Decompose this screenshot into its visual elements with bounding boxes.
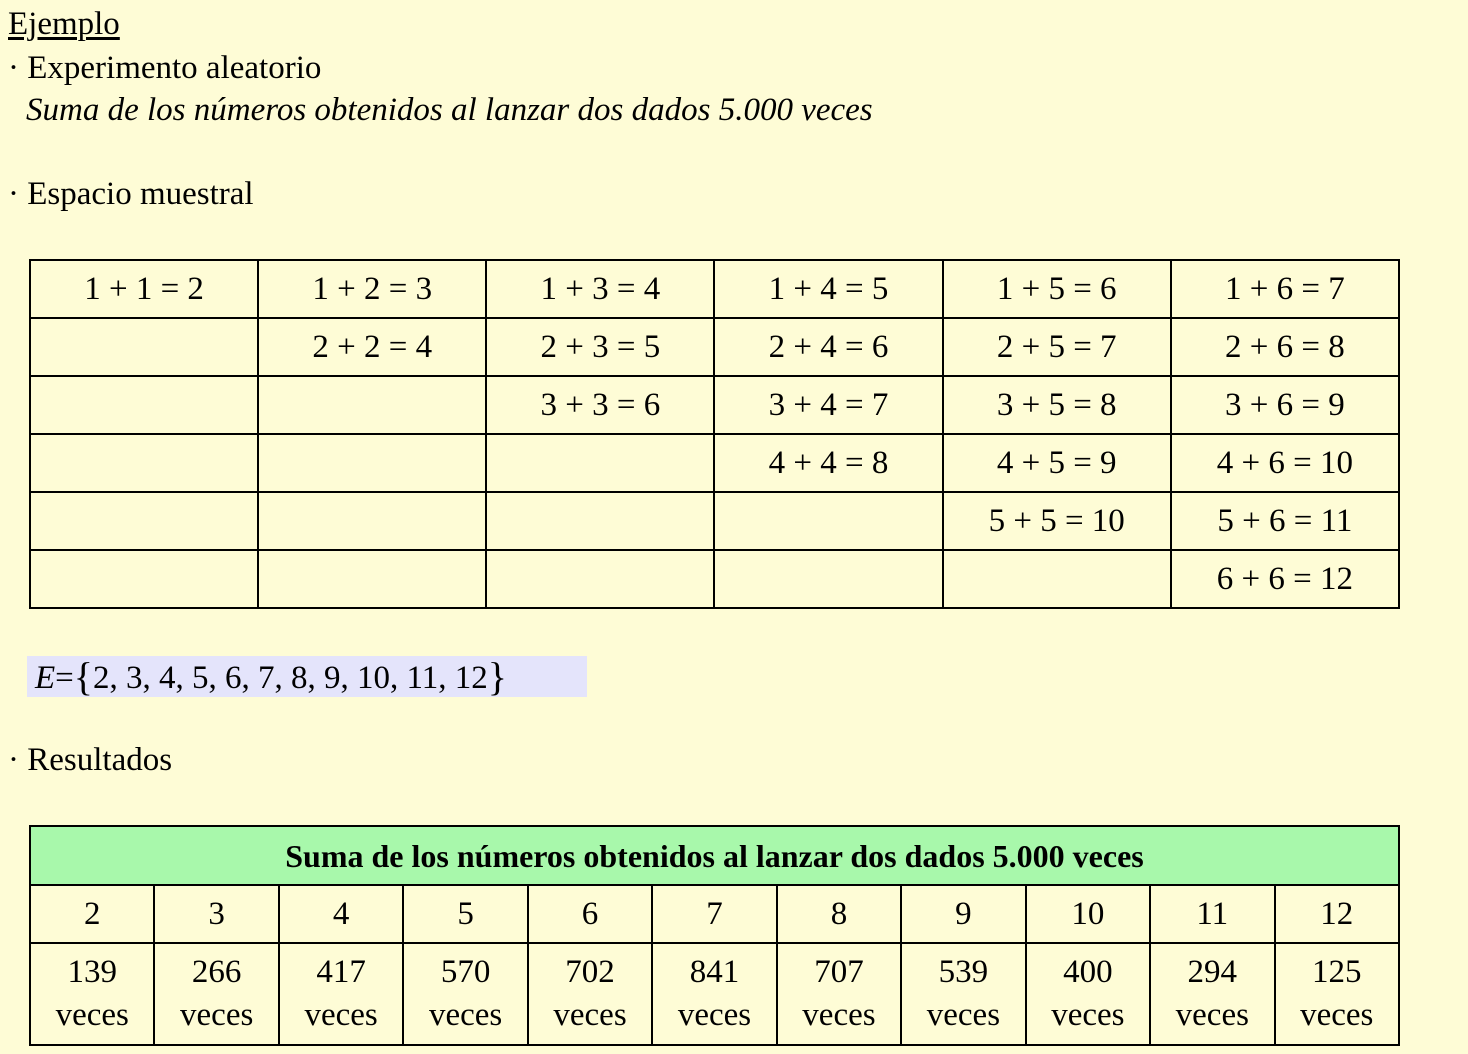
count-unit: veces [55, 997, 129, 1033]
count-unit: veces [926, 997, 1001, 1033]
count-number: 841 [689, 954, 740, 991]
results-table [29, 825, 1400, 1046]
sample-space-cell [486, 492, 714, 550]
sample-space-table [29, 259, 1400, 609]
page-title: Ejemplo [8, 6, 120, 42]
sample-space-cell: 3 + 3 = 6 [486, 376, 714, 434]
sample-space-row [30, 492, 1399, 550]
sample-space-cell [258, 492, 486, 550]
sample-space-cell: 1 + 4 = 5 [714, 260, 942, 318]
count-unit: veces [677, 997, 752, 1033]
sum-value-cell: 3 [154, 885, 278, 943]
results-sums-row [30, 885, 1399, 943]
sample-space-cell [258, 434, 486, 492]
sum-value-cell: 4 [279, 885, 403, 943]
count-cell [30, 943, 154, 1045]
count-unit: veces [1300, 997, 1374, 1033]
sample-space-cell [486, 434, 714, 492]
sum-value-cell: 2 [30, 885, 154, 943]
sample-space-cell: 2 + 5 = 7 [943, 318, 1171, 376]
sample-space-cell: 2 + 2 = 4 [258, 318, 486, 376]
sum-value-cell: 6 [528, 885, 652, 943]
count-cell [154, 943, 278, 1045]
count-unit: veces [802, 997, 876, 1033]
sample-space-row [30, 376, 1399, 434]
sample-space-cell: 2 + 4 = 6 [714, 318, 942, 376]
sum-value-cell: 7 [652, 885, 776, 943]
count-number: 702 [565, 954, 615, 991]
sample-space-cell: 1 + 6 = 7 [1171, 260, 1399, 318]
count-unit: veces [1175, 997, 1249, 1033]
sample-space-cell: 1 + 3 = 4 [486, 260, 714, 318]
count-cell [279, 943, 403, 1045]
count-cell [403, 943, 527, 1045]
results-label: · Resultados [8, 742, 173, 778]
count-cell [1275, 943, 1399, 1045]
sample-space-cell: 4 + 6 = 10 [1171, 434, 1399, 492]
count-unit: veces [304, 997, 378, 1033]
sample-space-cell [30, 434, 258, 492]
set-variable: E [35, 660, 56, 696]
sample-space-cell: 5 + 5 = 10 [943, 492, 1171, 550]
count-cell [777, 943, 901, 1045]
results-table-title: Suma de los números obtenidos al lanzar dos dados 5.000 veces [30, 826, 1399, 885]
count-unit: veces [180, 997, 254, 1033]
sample-space-row [30, 318, 1399, 376]
sample-space-set [27, 656, 587, 697]
sample-space-cell: 2 + 3 = 5 [486, 318, 714, 376]
count-number: 266 [191, 954, 242, 991]
count-cell [1026, 943, 1150, 1045]
count-number: 417 [316, 954, 366, 991]
sample-space-cell [714, 550, 942, 608]
count-cell [652, 943, 776, 1045]
sum-value-cell: 10 [1026, 885, 1150, 943]
count-number: 139 [67, 954, 117, 991]
sum-value-cell: 9 [901, 885, 1025, 943]
sample-space-cell: 4 + 4 = 8 [714, 434, 942, 492]
count-number: 400 [1063, 954, 1113, 991]
set-equals: = [55, 660, 74, 696]
count-number: 294 [1187, 954, 1238, 991]
experiment-description: Suma de los números obtenidos al lanzar dos dados 5.000 veces [26, 92, 873, 128]
sum-value-cell: 12 [1275, 885, 1399, 943]
set-elements: 2, 3, 4, 5, 6, 7, 8, 9, 10, 11, 12 [93, 660, 488, 696]
sample-space-cell [30, 550, 258, 608]
results-header-row [30, 826, 1399, 885]
sample-space-cell: 4 + 5 = 9 [943, 434, 1171, 492]
count-number: 570 [440, 954, 491, 991]
count-number: 125 [1312, 954, 1362, 991]
sample-space-cell [30, 492, 258, 550]
count-cell [1150, 943, 1274, 1045]
count-number: 707 [814, 954, 864, 991]
sample-space-cell: 3 + 4 = 7 [714, 376, 942, 434]
sample-space-cell [943, 550, 1171, 608]
sample-space-row [30, 550, 1399, 608]
sample-space-cell [30, 318, 258, 376]
set-open-brace: { [73, 654, 93, 699]
sample-space-cell: 3 + 5 = 8 [943, 376, 1171, 434]
sum-value-cell: 5 [403, 885, 527, 943]
sample-space-label: · Espacio muestral [8, 176, 254, 212]
sample-space-cell: 6 + 6 = 12 [1171, 550, 1399, 608]
sample-space-cell [258, 376, 486, 434]
count-cell [528, 943, 652, 1045]
sample-space-cell: 3 + 6 = 9 [1171, 376, 1399, 434]
sample-space-row [30, 260, 1399, 318]
sample-space-cell [486, 550, 714, 608]
experiment-label: · Experimento aleatorio [8, 50, 322, 86]
sample-space-cell: 1 + 1 = 2 [30, 260, 258, 318]
sample-space-cell: 2 + 6 = 8 [1171, 318, 1399, 376]
sample-space-cell [30, 376, 258, 434]
sum-value-cell: 11 [1150, 885, 1274, 943]
sample-space-row [30, 434, 1399, 492]
count-number: 539 [938, 954, 989, 991]
results-counts-row [30, 943, 1399, 1045]
sample-space-cell [714, 492, 942, 550]
sample-space-cell [258, 550, 486, 608]
sample-space-cell: 1 + 2 = 3 [258, 260, 486, 318]
count-unit: veces [428, 997, 503, 1033]
set-close-brace: } [487, 654, 507, 699]
count-cell [901, 943, 1025, 1045]
sum-value-cell: 8 [777, 885, 901, 943]
sample-space-cell: 5 + 6 = 11 [1171, 492, 1399, 550]
sample-space-cell: 1 + 5 = 6 [943, 260, 1171, 318]
count-unit: veces [1051, 997, 1125, 1033]
count-unit: veces [553, 997, 627, 1033]
